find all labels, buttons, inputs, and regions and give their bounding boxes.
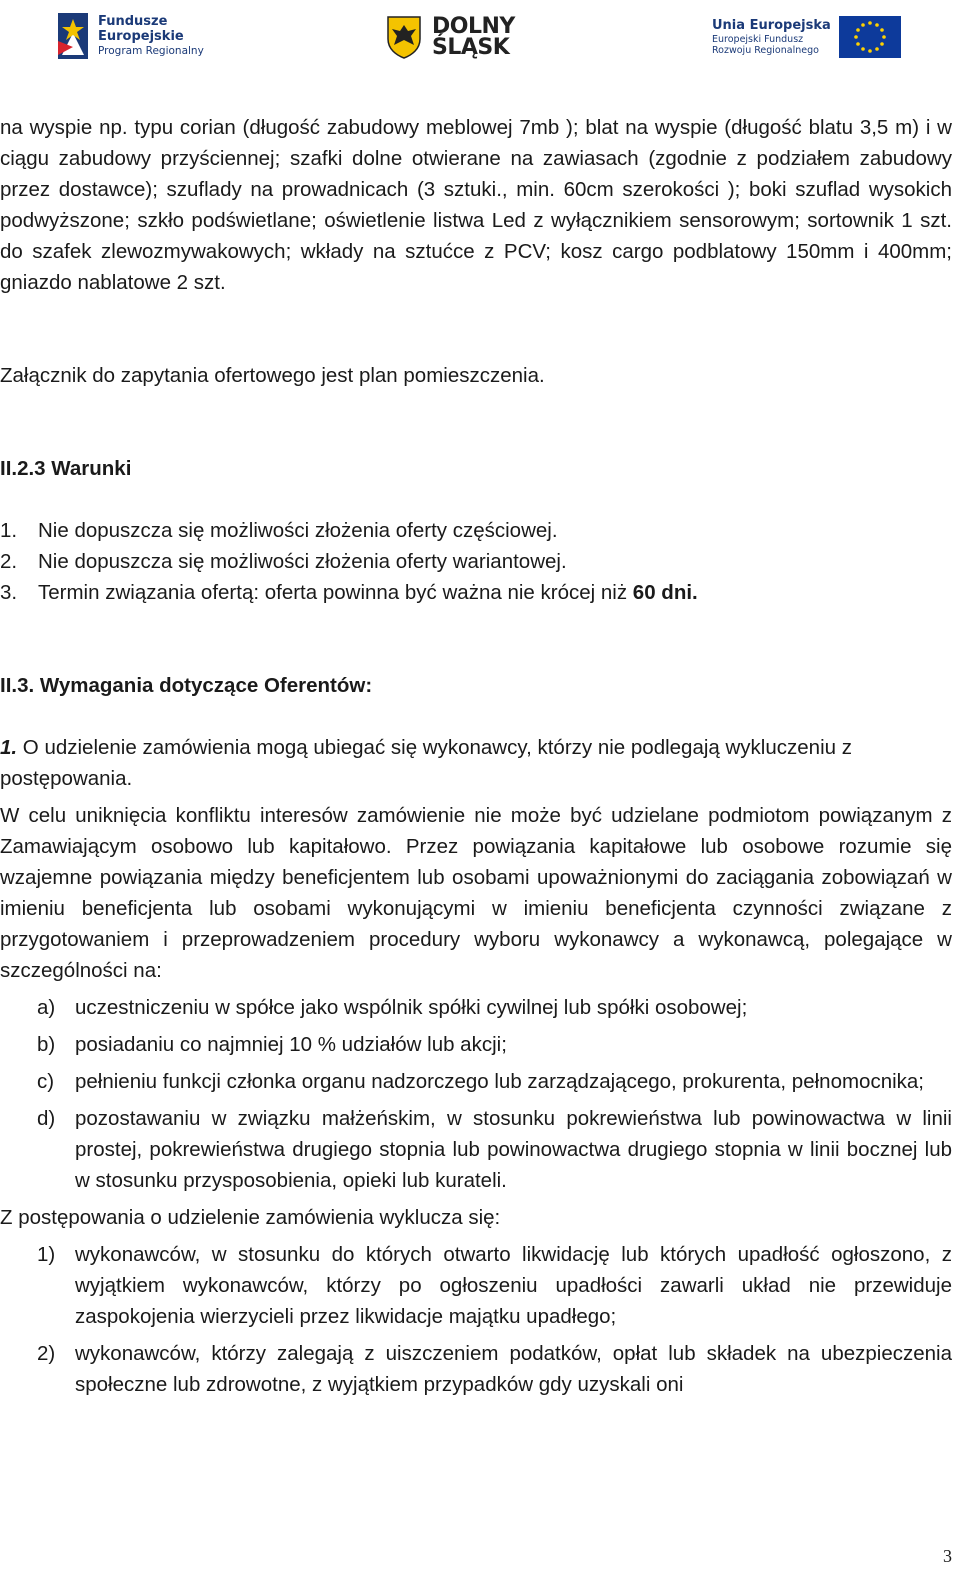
list-letter: a)	[37, 996, 56, 1019]
list-text: wykonawców, w stosunku do których otwarto likwidację lub których upadłość ogłoszono, z wyjątkiem wykonawców, którzy po ogłoszeniu upadłości zawarli układ nie przewiduje zaspokojenia wierzycieli przez likwidacje majątku upadłego;	[75, 1243, 952, 1328]
ue-logo-line1: Unia Europejska	[712, 18, 831, 33]
fundusze-europejskie-logo	[56, 8, 204, 64]
page-header	[0, 0, 960, 75]
requirement-number: 1.	[0, 736, 18, 759]
fe-logo-line3: Program Regionalny	[98, 44, 204, 57]
list-number: 3.	[0, 581, 18, 604]
list-item	[0, 577, 952, 608]
list-number: 2)	[37, 1342, 56, 1365]
attachment-note: Załącznik do zapytania ofertowego jest plan pomieszczenia.	[0, 364, 545, 387]
dolny-slask-logo	[386, 12, 515, 62]
list-text-bold: 60 dni.	[632, 581, 698, 604]
list-text: pozostawaniu w związku małżeńskim, w stosunku pokrewieństwa lub powinowactwa w linii prostej, pokrewieństwa drugiego stopnia lub powinowactwa drugiego stopnia w linii bocznej lub w stosunku przysposobienia, opieki lub kurateli.	[75, 1107, 952, 1192]
conflict-of-interest-paragraph: W celu uniknięcia konfliktu interesów zamówienie nie może być udzielane podmiotom powiązanym z Zamawiającym osobowo lub kapitałowo. Przez powiązania kapitałowe lub osobowe rozumie się wzajemne powiązania między beneficjentem lub osobami upoważnionymi do zaciągania zobowiązań w imieniu beneficjenta lub osobami wykonującymi w imieniu beneficjenta czynności związane z przygotowaniem i przeprowadzeniem procedury wyboru wykonawcy a wykonawcą, polegające w szczególności na:	[0, 804, 952, 982]
eu-flag-icon	[839, 16, 901, 58]
excluded-list	[0, 1239, 952, 1400]
list-item	[0, 1066, 952, 1097]
unia-europejska-logo	[712, 14, 901, 60]
ue-logo-line3: Rozwoju Regionalnego	[712, 45, 819, 56]
requirement-1	[0, 732, 952, 794]
ds-logo-line2: ŚLĄSK	[432, 35, 510, 60]
document-body	[0, 112, 952, 1406]
list-letter: c)	[37, 1070, 55, 1093]
ue-logo-line2: Europejski Fundusz	[712, 34, 804, 45]
list-item	[0, 1338, 952, 1400]
list-item	[0, 1103, 952, 1196]
list-number: 1.	[0, 519, 18, 542]
fe-logo-line1: Fundusze	[98, 13, 168, 29]
list-letter: d)	[37, 1107, 56, 1130]
section-heading-requirements: II.3. Wymagania dotyczące Oferentów:	[0, 674, 373, 697]
list-text: Termin związania ofertą: oferta powinna być ważna nie krócej niż	[38, 581, 633, 604]
list-text: wykonawców, którzy zalegają z uiszczeniem podatków, opłat lub składek na ubezpieczenia społeczne lub zdrowotne, z wyjątkiem przypadków gdy uzyskali oni	[75, 1342, 952, 1396]
list-text: posiadaniu co najmniej 10 % udziałów lub akcji;	[75, 1033, 507, 1056]
list-number: 2.	[0, 550, 18, 573]
list-item	[0, 546, 952, 577]
exclusion-intro: Z postępowania o udzielenie zamówienia wyklucza się:	[0, 1206, 501, 1229]
relations-list	[0, 992, 952, 1196]
eagle-shield-icon	[386, 15, 422, 59]
fe-logo-line2: Europejskie	[98, 28, 184, 44]
fe-star-icon	[56, 11, 90, 61]
list-item	[0, 992, 952, 1023]
ds-logo-line1: DOLNY	[432, 14, 515, 39]
page-number: 3	[943, 1546, 952, 1566]
list-number: 1)	[37, 1243, 56, 1266]
list-item	[0, 1239, 952, 1332]
kitchen-spec-paragraph: na wyspie np. typu corian (długość zabudowy meblowej 7mb ); blat na wyspie (długość blatu 3,5 m) i w ciągu zabudowy przyściennej; szafki dolne otwierane na zawiasach (zgodnie z podziałem zabudowy przez dostawce); szuflady na prowadnicach (3 sztuki., min. 60cm szerokości ); boki szuflad wysokich podwyższone; szkło podświetlane; oświetlenie listwa Led z wyłącznikiem sensorowym; sortownik 1 szt. do szafek zlewozmywakowych; wkłady na sztućce z PCV; kosz cargo podblatowy 150mm i 400mm; gniazdo nablatowe 2 szt.	[0, 116, 952, 294]
requirement-text: O udzielenie zamówienia mogą ubiegać się wykonawcy, którzy nie podlegają wykluczeniu z postępowania.	[0, 736, 852, 790]
list-letter: b)	[37, 1033, 56, 1056]
list-text: pełnieniu funkcji członka organu nadzorczego lub zarządzającego, prokurenta, pełnomocnika;	[75, 1070, 924, 1093]
section-heading-conditions: II.2.3 Warunki	[0, 457, 132, 480]
list-text: Nie dopuszcza się możliwości złożenia oferty wariantowej.	[38, 550, 567, 573]
list-text: Nie dopuszcza się możliwości złożenia oferty częściowej.	[38, 519, 558, 542]
list-text: uczestniczeniu w spółce jako wspólnik spółki cywilnej lub spółki osobowej;	[75, 996, 748, 1019]
list-item	[0, 515, 952, 546]
conditions-list	[0, 515, 952, 608]
list-item	[0, 1029, 952, 1060]
